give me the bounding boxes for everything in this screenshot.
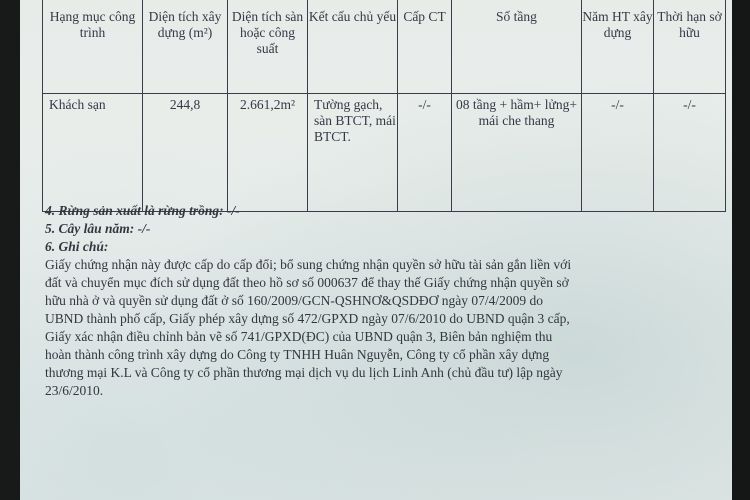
cell-area: 244,8 bbox=[143, 94, 228, 212]
notes-section bbox=[45, 202, 732, 400]
header-structure: Kết cấu chủ yếu bbox=[308, 0, 398, 94]
cell-name: Khách sạn bbox=[43, 94, 143, 212]
header-floors: Số tầng bbox=[452, 0, 582, 94]
notes-heading: 6. Ghi chú: bbox=[45, 239, 109, 254]
note-line: thương mại K.L và Công ty cổ phần thương mại dịch vụ du lịch Linh Anh (chủ đầu tư) lập ngày bbox=[45, 365, 563, 380]
note-line: hữu nhà ở và quyền sử dụng đất ở số 160/2009/GCN-QSHNƠ&QSDĐƠ ngày 07/4/2009 do bbox=[45, 293, 544, 308]
note-line: hoàn thành công trình xây dựng do Công ty TNHH Huân Nguyễn, Công ty cổ phần xây dựng bbox=[45, 347, 550, 362]
forest-heading: 4. Rừng sản xuất là rừng trồng: -/- bbox=[45, 203, 240, 218]
table-row bbox=[43, 94, 726, 212]
note-line: UBND thành phố cấp, Giấy phép xây dựng số 472/GPXD ngày 07/6/2010 do UBND quận 3 cấp, bbox=[45, 311, 570, 326]
cell-floors: 08 tầng + hầm+ lửng+ mái che thang bbox=[452, 94, 582, 212]
header-term: Thời hạn sở hữu bbox=[654, 0, 726, 94]
note-line: đất và chuyển mục đích sử dụng đất theo hồ sơ số 000637 để thay thế Giấy chứng nhận quyền sở bbox=[45, 275, 569, 290]
header-item: Hạng mục công trình bbox=[43, 0, 143, 94]
table-header-row bbox=[43, 0, 726, 94]
cell-year: -/- bbox=[582, 94, 654, 212]
cell-term: -/- bbox=[654, 94, 726, 212]
note-line: Giấy xác nhận điều chỉnh bản vẽ số 741/GPXD(ĐC) của UBND quận 3, Biên bản nghiệm thu bbox=[45, 329, 553, 344]
header-grade: Cấp CT bbox=[398, 0, 452, 94]
scan-border-right bbox=[732, 0, 750, 500]
header-floor-area: Diện tích sàn hoặc công suất bbox=[228, 0, 308, 94]
document-page bbox=[20, 0, 732, 500]
scan-border-left bbox=[0, 0, 20, 500]
cell-structure: Tường gạch, sàn BTCT, mái BTCT. bbox=[308, 94, 398, 212]
perennial-heading: 5. Cây lâu năm: -/- bbox=[45, 221, 151, 236]
header-area: Diện tích xây dựng (m²) bbox=[143, 0, 228, 94]
note-line: Giấy chứng nhận này được cấp do cấp đổi; bổ sung chứng nhận quyền sở hữu tài sản gắn liền với bbox=[45, 257, 572, 272]
header-year: Năm HT xây dựng bbox=[582, 0, 654, 94]
construction-table bbox=[42, 0, 726, 212]
cell-grade: -/- bbox=[398, 94, 452, 212]
cell-floor-area: 2.661,2m² bbox=[228, 94, 308, 212]
note-line: 23/6/2010. bbox=[45, 383, 104, 398]
